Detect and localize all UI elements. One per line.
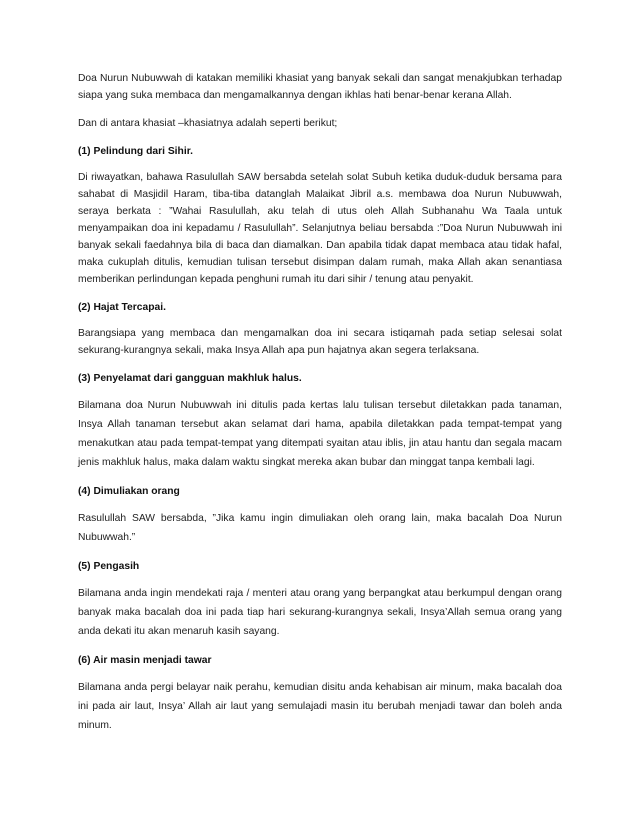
section-body: Rasulullah SAW bersabda, ”Jika kamu ingin dimuliakan oleh orang lain, maka bacalah Doa Nurun Nubuwwah.” [78,513,562,543]
section-heading: (6) Air masin menjadi tawar [78,655,212,666]
section-heading: (3) Penyelamat dari gangguan makhluk halus. [78,373,302,384]
section-heading: (5) Pengasih [78,561,140,572]
section-2 [78,299,562,359]
section-body: Barangsiapa yang membaca dan mengamalkan doa ini secara istiqamah pada setiap selesai solat sekurang-kurangnya sekali, maka Insya Allah apa pun hajatnya akan segera terlaksana. [78,328,562,356]
section-5 [78,558,562,641]
section-4 [78,483,562,547]
section-heading: (1) Pelindung dari Sihir. [78,146,193,157]
section-body: Bilamana doa Nurun Nubuwwah ini ditulis pada kertas lalu tulisan tersebut diletakkan pada tanaman, Insya Allah tanaman tersebut akan selamat dari hama, apabila diletakkan pada tempat-tempat yang menakutkan atau pada tempat-tempat yang ditempati syaitan atau iblis, jin atau hantu dan segala macam jenis makhluk halus, maka dalam waktu singkat mereka akan bubar dan minggat tanpa kembali lagi. [78,400,562,468]
section-6 [78,652,562,735]
section-3 [78,370,562,472]
section-1 [78,143,562,288]
document-page [78,70,562,735]
section-body: Bilamana anda pergi belayar naik perahu, kemudian disitu anda kehabisan air minum, maka bacalah doa ini pada air laut, Insya’ Allah air laut yang semulajadi masin itu berubah menjadi tawar dan boleh anda minum. [78,682,562,731]
intro-paragraph: Doa Nurun Nubuwwah di katakan memiliki khasiat yang banyak sekali dan sangat menakjubkan terhadap siapa yang suka membaca dan mengamalkannya dengan ikhlas hati benar-benar kerana Allah. [78,73,562,101]
section-heading: (4) Dimuliakan orang [78,486,180,497]
section-body: Di riwayatkan, bahawa Rasulullah SAW bersabda setelah solat Subuh ketika duduk-duduk bersama para sahabat di Masjidil Haram, tiba-tiba datanglah Malaikat Jibril a.s. membawa doa Nurun Nubuwwah, seraya berkata : ”Wahai Rasulullah, aku telah di utus oleh Allah Subhanahu Wa Taala untuk menyampaikan doa ini kepadamu / Rasulullah”. Selanjutnya beliau bersabda :”Doa Nurun Nubuwwah ini banyak sekali faedahnya bila di baca dan diamalkan. Dan apabila tidak dapat membaca atau tidak hafal, maka cukuplah ditulis, kemudian tulisan tersebut disimpan dalam rumah, maka Allah akan senantiasa memberikan perlindungan kepada penghuni rumah itu dari sihir / tenung atau penyakit. [78,172,562,285]
section-body: Bilamana anda ingin mendekati raja / menteri atau orang yang berpangkat atau berkumpul dengan orang banyak maka bacalah doa ini pada tiap hari sekurang-kurangnya sekali, Insya’Allah semua orang yang anda dekati itu akan menaruh kasih sayang. [78,588,562,637]
lead-paragraph: Dan di antara khasiat –khasiatnya adalah seperti berikut; [78,118,338,129]
section-heading: (2) Hajat Tercapai. [78,302,166,313]
